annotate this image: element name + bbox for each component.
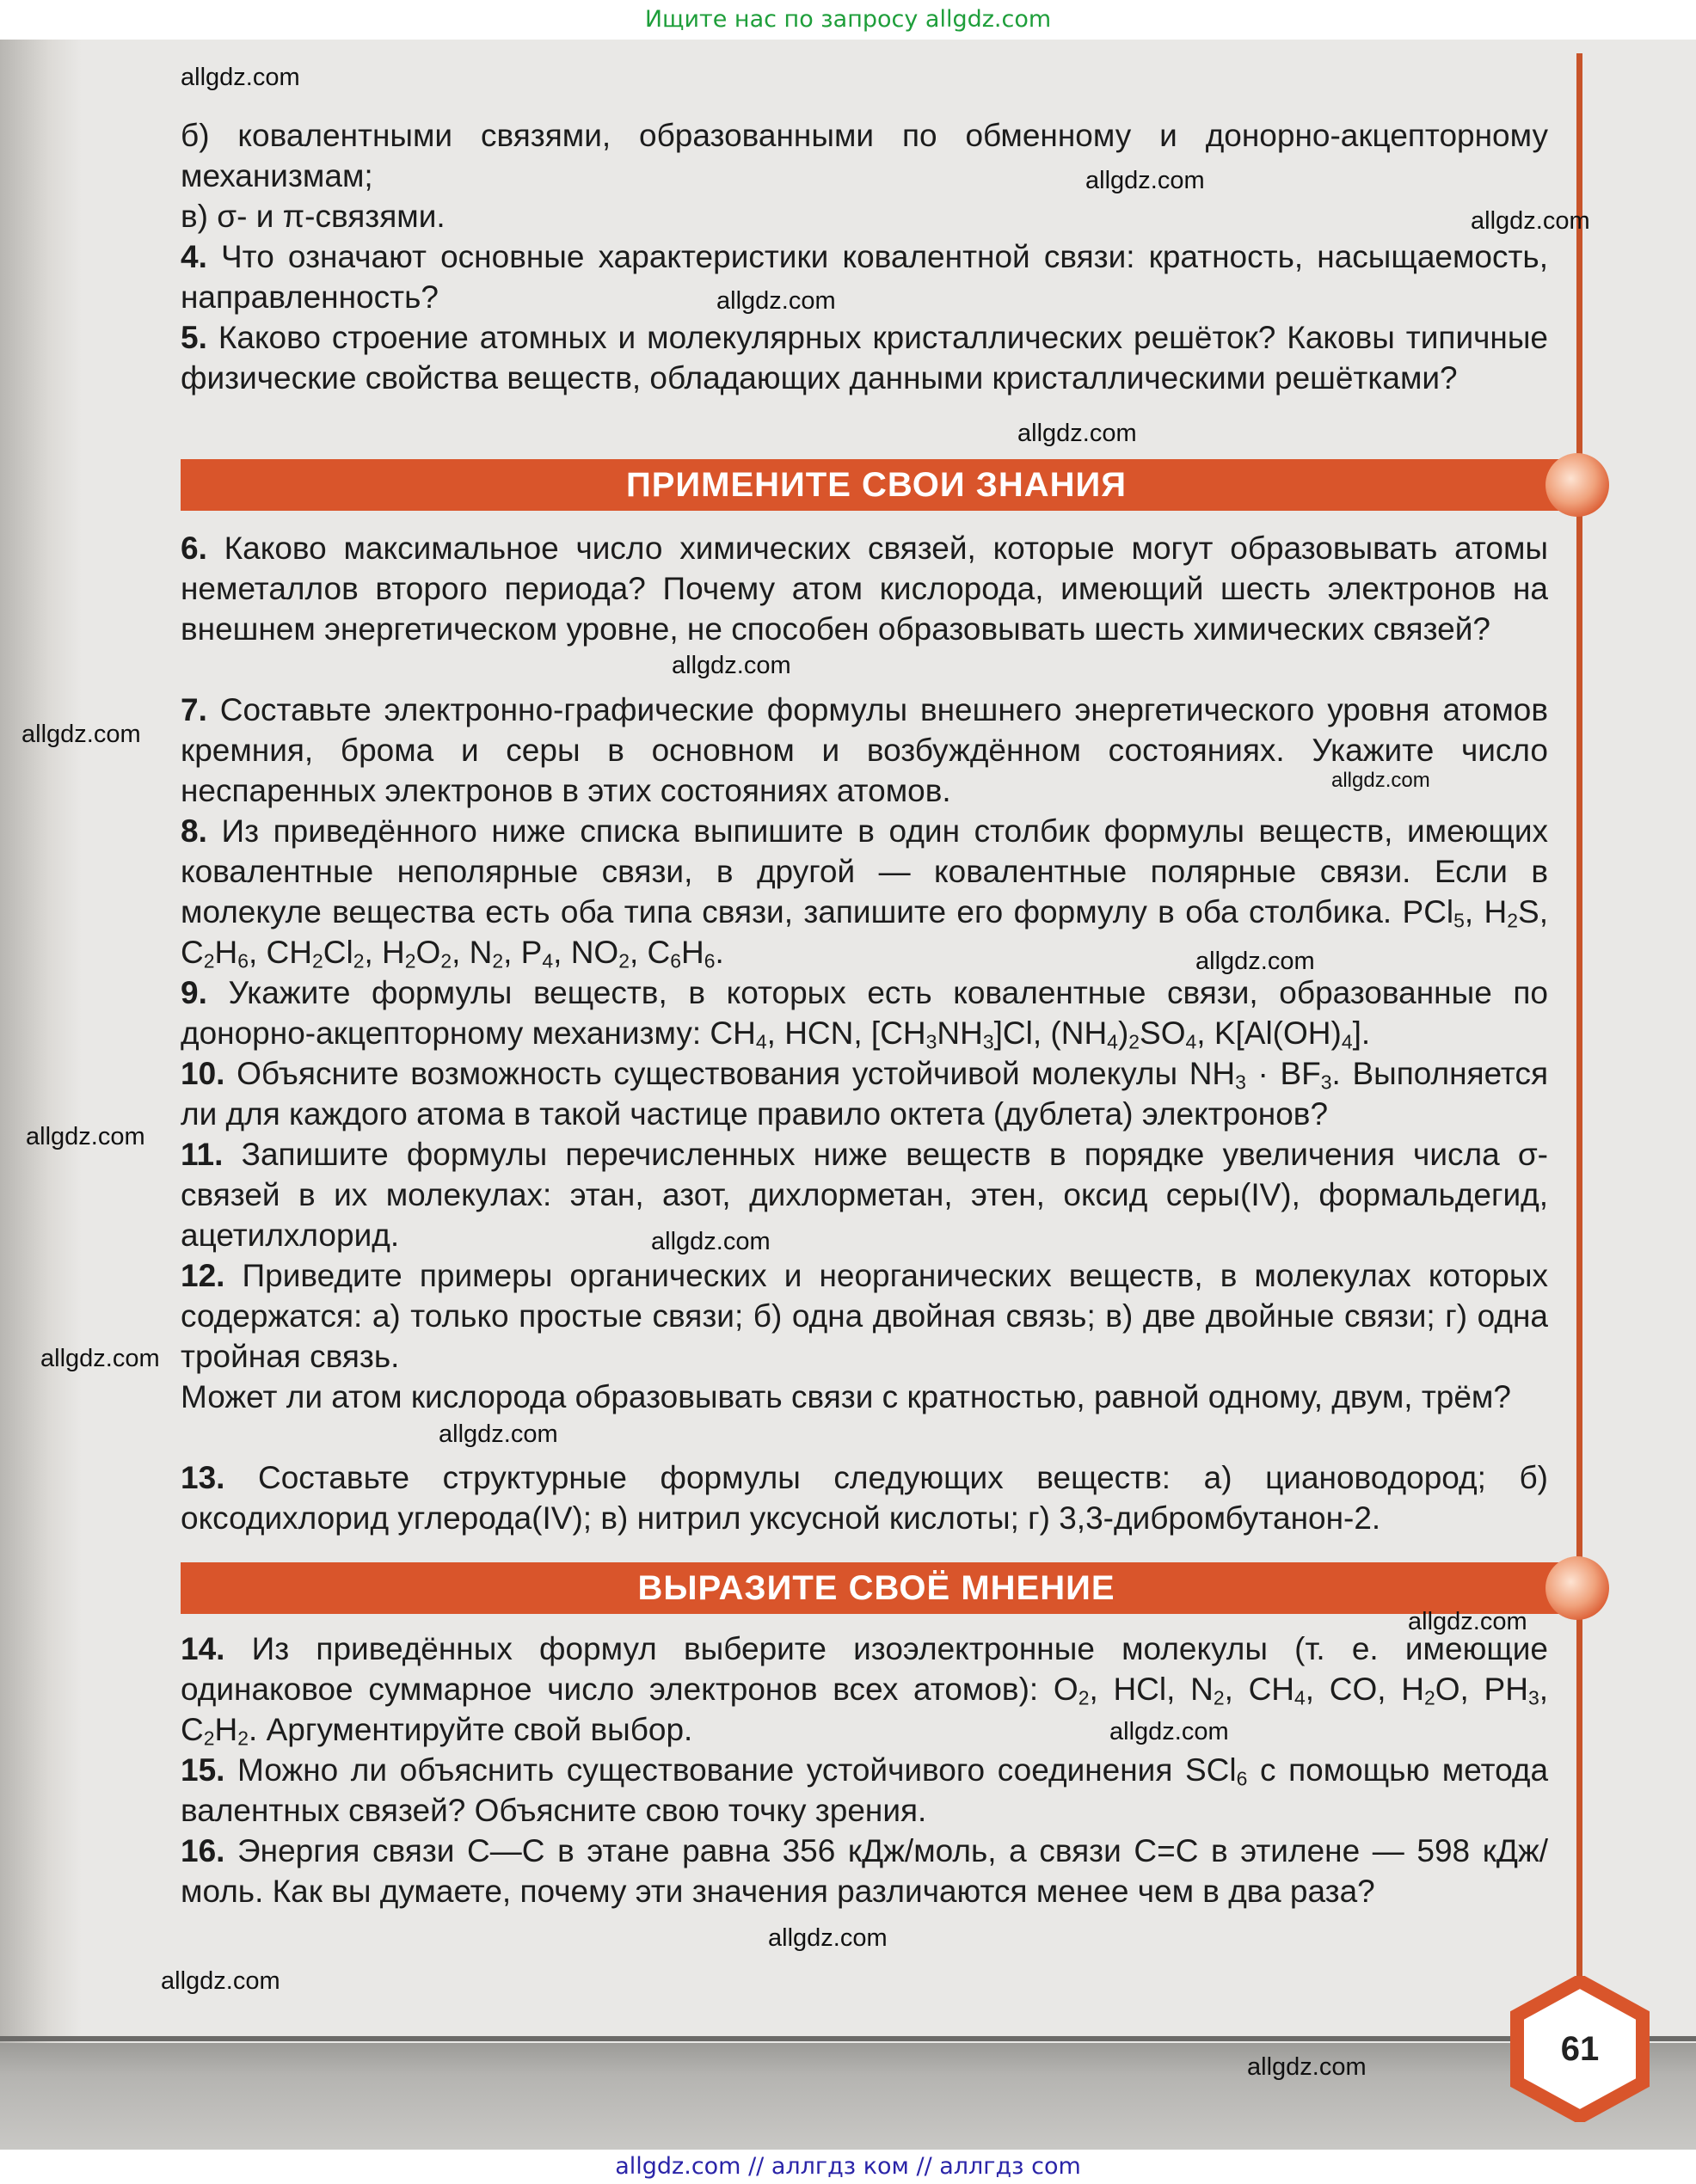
watermark: allgdz.com	[26, 1123, 145, 1150]
question-16: 16. Энергия связи C—C в этане равна 356 кДж/моль, а связи C=C в этилене — 598 кДж/моль. Как вы думаете, почему эти значения различаются менее чем в два раза?	[181, 1833, 1548, 1909]
bottom-band	[0, 2043, 1696, 2150]
question-15: 15. Можно ли объяснить существование устойчивого соединения SCl$_6$ с помощью метода валентных связей? Объясните свою точку зрения.	[181, 1752, 1549, 1828]
watermark: allgdz.com	[1085, 167, 1205, 194]
watermark: allgdz.com	[439, 1420, 558, 1448]
section-ball-decoration	[1545, 453, 1609, 517]
watermark: allgdz.com	[1408, 1608, 1527, 1635]
question-14: 14. Из приведённых формул выберите изоэлектронные молекулы (т. е. имеющие одинаковое суммарное число электронов всех атомов): $O_2$, HCl, $N_2$, $CH_4$, CO, $H_2O$, $PH_3$, $C_2H_2$. Аргументируйте свой выбор.	[181, 1631, 1549, 1750]
q10-formula: $NH_3 \cdot BF_3$.	[1189, 1056, 1341, 1094]
page-number: 61	[1560, 2030, 1600, 2068]
question-4: 4. Что означают основные характеристики ковалентной связи: кратность, насыщаемость, направленность?	[181, 239, 1548, 315]
question-9: 9. Укажите формулы веществ, в которых есть ковалентные связи, образованные по донорно-акцепторному механизму: $CH_4$, HCN, $[CH_3NH_3]Cl$, $(NH_4)_2SO_4$, $K[Al(OH)_4]$.	[181, 975, 1549, 1053]
textbook-page	[0, 40, 1696, 2150]
answer-option-b: б) ковалентными связями, образованными по обменному и донорно-акцепторному механизмам;	[181, 118, 1548, 193]
watermark: allgdz.com	[1195, 948, 1315, 975]
question-7: 7. Составьте электронно-графические формулы внешнего энергетического уровня атомов кремния, брома и серы в основном и возбуждённом состояниях. Укажите число неспаренных электронов в этих состояниях атомов.	[181, 692, 1549, 808]
question-12: 12. Приведите примеры органических и неорганических веществ, в молекулах которых содержатся: а) только простые связи; б) одна двойная связь; в) две двойные связи; г) одна тройная связь. Может ли атом кислорода образовывать связи с кратностью, равной одному, двум, трём?	[181, 1258, 1549, 1414]
watermark: allgdz.com	[768, 1924, 888, 1952]
section-header-opinion: ВЫРАЗИТЕ СВОЁ МНЕНИЕ	[181, 1562, 1572, 1614]
question-5: 5. Каково строение атомных и молекулярных кристаллических решёток? Каковы типичные физические свойства веществ, обладающих данными кристаллическими решётками?	[181, 320, 1548, 396]
watermark: allgdz.com	[672, 652, 791, 679]
section-header-apply: ПРИМЕНИТЕ СВОИ ЗНАНИЯ	[181, 459, 1572, 511]
section-ball-decoration	[1545, 1556, 1609, 1620]
watermark: allgdz.com	[651, 1228, 771, 1255]
question-10: 10. Объясните возможность существования устойчивой молекулы $NH_3 \cdot BF_3$. Выполняется ли для каждого атома в такой частице правило октета (дублета) электронов?	[181, 1056, 1548, 1132]
question-6: 6. Каково максимальное число химических связей, которые могут образовывать атомы неметаллов второго периода? Почему атом кислорода, имеющий шесть электронов на внешнем энергетическом уровне, не способен образовывать шесть химических связей?	[181, 531, 1549, 647]
watermark: allgdz.com	[1109, 1718, 1229, 1745]
watermark: allgdz.com	[161, 1967, 280, 1995]
q14-formulas: $O_2$, HCl, $N_2$, $CH_4$, CO, $H_2O$, $PH_3$, $C_2H_2$.	[181, 1672, 1549, 1750]
watermark: allgdz.com	[1471, 207, 1590, 235]
question-13: 13. Составьте структурные формулы следующих веществ: а) циановодород; б) оксодихлорид углерода(IV); в) нитрил уксусной кислоты; г) 3,3-дибромбутанон-2.	[181, 1460, 1548, 1536]
bottom-rule	[0, 2036, 1696, 2041]
watermark: allgdz.com	[716, 287, 836, 315]
footer-links[interactable]: allgdz.com // аллгдз ком // аллгдз com	[615, 2153, 1081, 2180]
watermark: allgdz.com	[1017, 420, 1137, 447]
q15-formula: SCl$_6$	[1185, 1752, 1248, 1790]
watermark: allgdz.com	[1331, 769, 1430, 792]
margin-rule	[1576, 53, 1582, 2065]
watermark: allgdz.com	[181, 64, 300, 91]
top-banner[interactable]: Ищите нас по запросу allgdz.com	[644, 6, 1052, 33]
q9-formulas: $CH_4$, HCN, $[CH_3NH_3]Cl$, $(NH_4)_2SO_4$, $K[Al(OH)_4]$.	[710, 1015, 1371, 1053]
watermark: allgdz.com	[22, 721, 141, 748]
page-spine-shadow	[0, 40, 82, 2150]
watermark: allgdz.com	[40, 1345, 160, 1372]
watermark: allgdz.com	[1247, 2053, 1367, 2081]
question-8: 8. Из приведённого ниже списка выпишите в один столбик формулы веществ, имеющих ковалентные неполярные связи, в другой — ковалентные полярные связи. Если в молекуле вещества есть оба типа связи, запишите его формулу в оба столбика. PCl$_5$, $H_2S$, $C_2H_6$, $CH_2Cl_2$, $H_2O_2$, $N_2$, $P_4$, $NO_2$, $C_6H_6$.	[181, 813, 1549, 972]
answer-option-v: в) σ- и π-связями.	[181, 199, 446, 234]
question-11: 11. Запишите формулы перечисленных ниже веществ в порядке увеличения числа σ-связей в их молекулах: этан, азот, дихлорметан, этен, оксид серы(IV), формальдегид, ацетилхлорид.	[181, 1137, 1549, 1253]
q8-formulas: PCl$_5$, $H_2S$, $C_2H_6$, $CH_2Cl_2$, $H_2O_2$, $N_2$, $P_4$, $NO_2$, $C_6H_6$.	[181, 894, 1548, 972]
